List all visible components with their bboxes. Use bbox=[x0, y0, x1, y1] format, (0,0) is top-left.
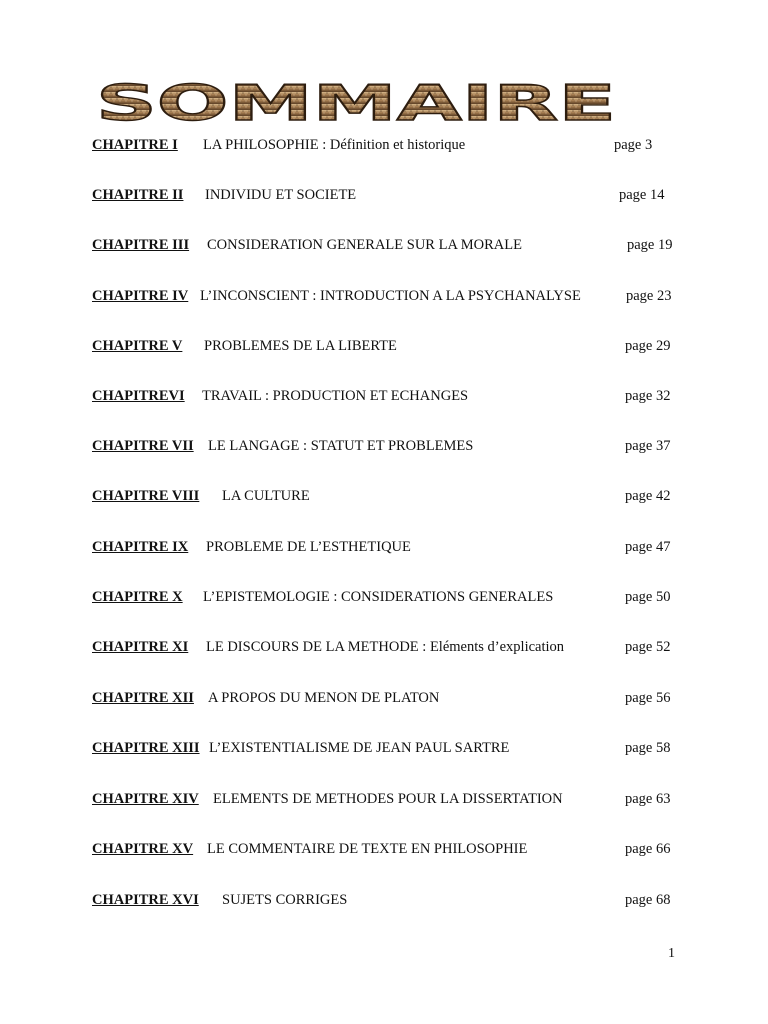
toc-chapter-label: CHAPITRE VIII bbox=[92, 488, 200, 504]
toc-page-ref: page 58 bbox=[625, 740, 671, 756]
toc-entry bbox=[0, 286, 768, 306]
toc-page-ref: page 19 bbox=[627, 237, 673, 253]
toc-page-ref: page 68 bbox=[625, 892, 671, 908]
toc-chapter-label: CHAPITRE IX bbox=[92, 539, 189, 555]
toc-chapter-title: ELEMENTS DE METHODES POUR LA DISSERTATION bbox=[213, 791, 563, 807]
toc-chapter-label: CHAPITRE X bbox=[92, 589, 183, 605]
toc-chapter-title: LE LANGAGE : STATUT ET PROBLEMES bbox=[208, 438, 474, 454]
toc-chapter-title: PROBLEME DE L’ESTHETIQUE bbox=[206, 539, 411, 555]
toc-page-ref: page 47 bbox=[625, 539, 671, 555]
toc-chapter-title: LE COMMENTAIRE DE TEXTE EN PHILOSOPHIE bbox=[207, 841, 528, 857]
toc-entry bbox=[0, 185, 768, 205]
toc-entry bbox=[0, 486, 768, 506]
toc-entry bbox=[0, 890, 768, 910]
toc-chapter-label: CHAPITRE XVI bbox=[92, 892, 199, 908]
page-number: 1 bbox=[668, 946, 675, 961]
toc-chapter-title: L’EXISTENTIALISME DE JEAN PAUL SARTRE bbox=[209, 740, 510, 756]
toc-chapter-title: TRAVAIL : PRODUCTION ET ECHANGES bbox=[202, 388, 469, 404]
toc-chapter-title: LE DISCOURS DE LA METHODE : Eléments d’explication bbox=[206, 639, 565, 655]
toc-chapter-title: A PROPOS DU MENON DE PLATON bbox=[208, 690, 440, 706]
toc-page-ref: page 66 bbox=[625, 841, 671, 857]
toc-chapter-title: CONSIDERATION GENERALE SUR LA MORALE bbox=[207, 237, 522, 253]
toc-chapter-title: L’EPISTEMOLOGIE : CONSIDERATIONS GENERALES bbox=[203, 589, 554, 605]
toc-entry bbox=[0, 386, 768, 406]
toc-page-ref: page 42 bbox=[625, 488, 671, 504]
toc-entry bbox=[0, 738, 768, 758]
toc-page-ref: page 63 bbox=[625, 791, 671, 807]
toc-entry bbox=[0, 789, 768, 809]
toc-chapter-label: CHAPITRE VII bbox=[92, 438, 194, 454]
toc-chapter-label: CHAPITREVI bbox=[92, 388, 185, 404]
toc-chapter-title: L’INCONSCIENT : INTRODUCTION A LA PSYCHANALYSE bbox=[200, 288, 581, 304]
toc-page-ref: page 32 bbox=[625, 388, 671, 404]
toc-chapter-label: CHAPITRE III bbox=[92, 237, 190, 253]
toc-entry bbox=[0, 637, 768, 657]
toc-entry bbox=[0, 587, 768, 607]
toc-chapter-label: CHAPITRE II bbox=[92, 187, 184, 203]
toc-page-ref: page 29 bbox=[625, 338, 671, 354]
toc-chapter-label: CHAPITRE XI bbox=[92, 639, 189, 655]
toc-entry bbox=[0, 688, 768, 708]
toc-chapter-label: CHAPITRE I bbox=[92, 137, 178, 153]
toc-entry bbox=[0, 839, 768, 859]
toc-chapter-label: CHAPITRE XV bbox=[92, 841, 194, 857]
toc-chapter-label: CHAPITRE V bbox=[92, 338, 183, 354]
toc-page-ref: page 52 bbox=[625, 639, 671, 655]
toc-entry bbox=[0, 135, 768, 155]
sommaire-heading-graphic bbox=[92, 80, 620, 128]
sommaire-title-text: SOMMAIRE bbox=[96, 80, 616, 128]
toc-page-ref: page 50 bbox=[625, 589, 671, 605]
toc-page-ref: page 37 bbox=[625, 438, 671, 454]
toc-chapter-label: CHAPITRE XII bbox=[92, 690, 194, 706]
toc-entry bbox=[0, 235, 768, 255]
toc-chapter-title: LA CULTURE bbox=[222, 488, 310, 504]
toc-chapter-title: PROBLEMES DE LA LIBERTE bbox=[204, 338, 397, 354]
toc-chapter-label: CHAPITRE IV bbox=[92, 288, 189, 304]
toc-page-ref: page 23 bbox=[626, 288, 672, 304]
sommaire-heading bbox=[92, 80, 620, 128]
toc-chapter-title: SUJETS CORRIGES bbox=[222, 892, 348, 908]
toc-entry bbox=[0, 436, 768, 456]
toc-chapter-label: CHAPITRE XIV bbox=[92, 791, 199, 807]
toc-chapter-title: LA PHILOSOPHIE : Définition et historique bbox=[203, 137, 466, 153]
toc-chapter-title: INDIVIDU ET SOCIETE bbox=[205, 187, 357, 203]
toc-entry bbox=[0, 537, 768, 557]
toc-page-ref: page 56 bbox=[625, 690, 671, 706]
toc-entry bbox=[0, 336, 768, 356]
toc-page-ref: page 3 bbox=[614, 137, 653, 153]
toc-page-ref: page 14 bbox=[619, 187, 665, 203]
toc-chapter-label: CHAPITRE XIII bbox=[92, 740, 200, 756]
